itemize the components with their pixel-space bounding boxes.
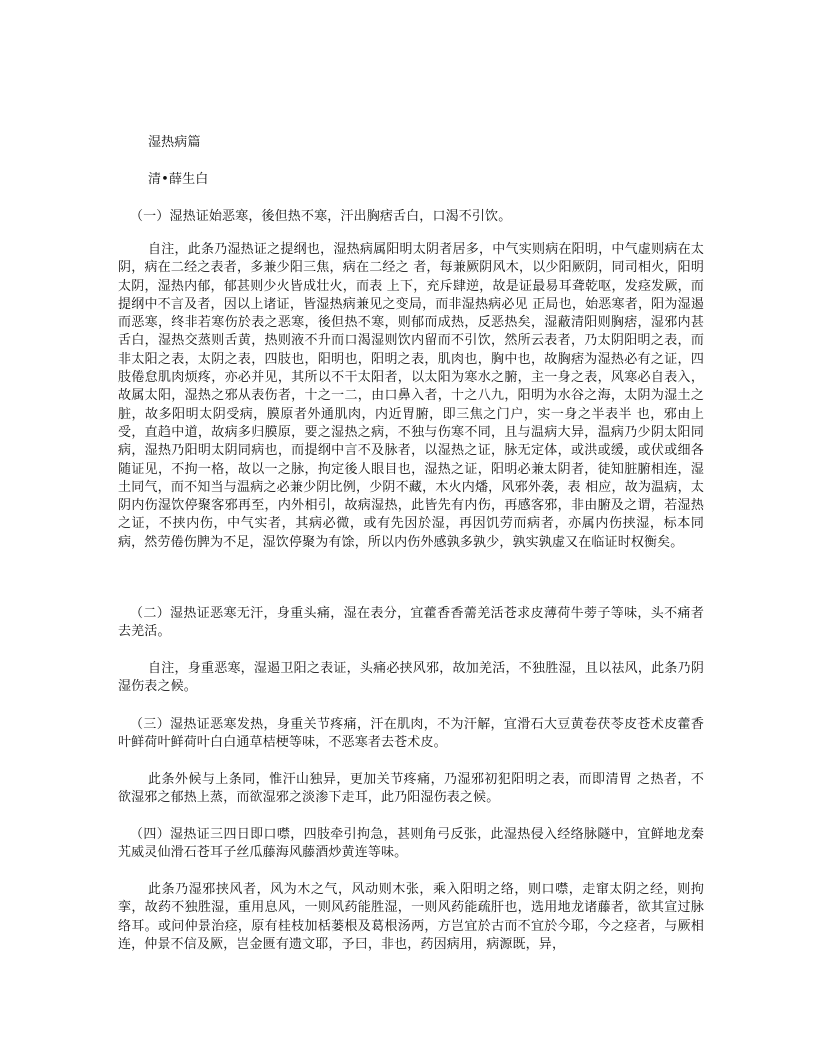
article-4: （四）湿热证三四日即口噤，四肢牵引拘急，甚则角弓反张，此湿热侵入经络脉隧中，宜鲜地龙秦艽威灵仙滑石苍耳子丝瓜藤海风藤酒炒黄连等味。 bbox=[118, 827, 704, 861]
commentary-2: 自注，身重恶寒，湿遏卫阳之表证，头痛必挟风邪，故加羌活，不独胜湿，且以祛风，此条乃阴湿伤表之候。 bbox=[118, 661, 704, 695]
document-author: 清•薛生白 bbox=[148, 172, 209, 187]
article-3: （三）湿热证恶寒发热，身重关节疼痛，汗在肌肉，不为汗解，宜滑石大豆黄卷茯苓皮苍术皮藿香叶鲜荷叶鲜荷叶白白通草桔梗等味，不恶寒者去苍术皮。 bbox=[118, 717, 704, 751]
article-1: （一）湿热证始恶寒，後但热不寒，汗出胸痞舌白，口渴不引饮。 bbox=[130, 209, 512, 224]
commentary-1: 自注，此条乃湿热证之提纲也，湿热病属阳明太阴者居多，中气实则病在阳明，中气虚则病在太阴，病在二经之表者，多兼少阳三焦，病在二经之 者，每兼厥阴风木，以少阳厥阴，同司相火，阳明太阴，湿热内郁，郁甚则少火皆成壮火，而表 上下，充斥肆逆，故是证最易耳聋乾呕，发痉发厥，而提纲中不言及者，因以上诸证，皆湿热病兼见之变局，而非湿热病必见 正局也，始恶寒者，阳为湿遏而恶寒，终非若寒伤於表之恶寒，後但热不寒，则郁而成热，反恶热矣，湿蔽清阳则胸痞，湿邪内甚舌白，湿热交蒸则舌黄，热则液不升而口渴湿则饮内留而不引饮，然所云表者，乃太阴阳明之表，而非太阳之表，太阴之表，四肢也，阳明也，阳明之表，肌肉也，胸中也，故胸痞为湿热必有之证，四肢倦怠肌肉烦疼，亦必并见，其所以不干太阳者，以太阳为寒水之腑，主一身之表，风寒必自表入，故属太阳，湿热之邪从表伤者，十之一二，由口鼻入者，十之八九，阳明为水谷之海，太阴为湿土之脏，故多阳明太阴受病，膜原者外通肌肉，内近胃腑，即三焦之门户，实一身之半表半 也，邪由上受，直趋中道，故病多归膜原，要之湿热之病，不独与伤寒不同，且与温病大异，温病乃少阴太阳同病，湿热乃阳明太阴同病也，而提纲中言不及脉者，以湿热之证，脉无定体，或洪或缓，或伏或细各随证见，不拘一格，故以一之脉，拘定後人眼目也，湿热之证，阳明必兼太阴者，徒知脏腑相连，湿土同气，而不知当与温病之必兼少阴比例，少阴不藏，木火内燔，风邪外袭，表 相应，故为温病，太阴内伤湿饮停聚客邪再至，内外相引，故病湿热，此皆先有内伤，再感客邪，非由腑及之谓，若湿热之证，不挟内伤，中气实者，其病必微，或有先因於湿，再因饥劳而病者，亦属内伤挟湿，标本同病，然劳倦伤脾为不足，湿饮停聚为有馀，所以内伤外感孰多孰少，孰实孰虚又在临证时权衡矣。 bbox=[118, 242, 704, 550]
document-title: 湿热病篇 bbox=[148, 135, 201, 150]
commentary-3: 此条外候与上条同，惟汗山独异，更加关节疼痛，乃湿邪初犯阳明之表，而即清胃 之热者，不欲湿邪之郁热上蒸，而欲湿邪之淡渗下走耳，此乃阳湿伤表之候。 bbox=[118, 772, 704, 806]
article-2: （二）湿热证恶寒无汗，身重头痛，湿在表分，宜藿香香薷羌活苍求皮薄荷牛蒡子等味，头不痛者去羌活。 bbox=[118, 606, 704, 640]
commentary-4: 此条乃湿邪挟风者，风为木之气，风动则木张，乘入阳明之络，则口噤，走窜太阴之经，则拘挛，故药不独胜湿，重用息风，一则风药能胜湿，一则风药能疏肝也，选用地龙诸藤者，欲其宣过脉络耳。或问仲景治痉，原有桂枝加栝蒌根及葛根汤两，方岂宜於古而不宜於今耶，今之痉者，与厥相连，仲景不信及厥，岂金匮有遗文耶，予曰，非也，药因病用，病源既，异， bbox=[118, 882, 704, 952]
